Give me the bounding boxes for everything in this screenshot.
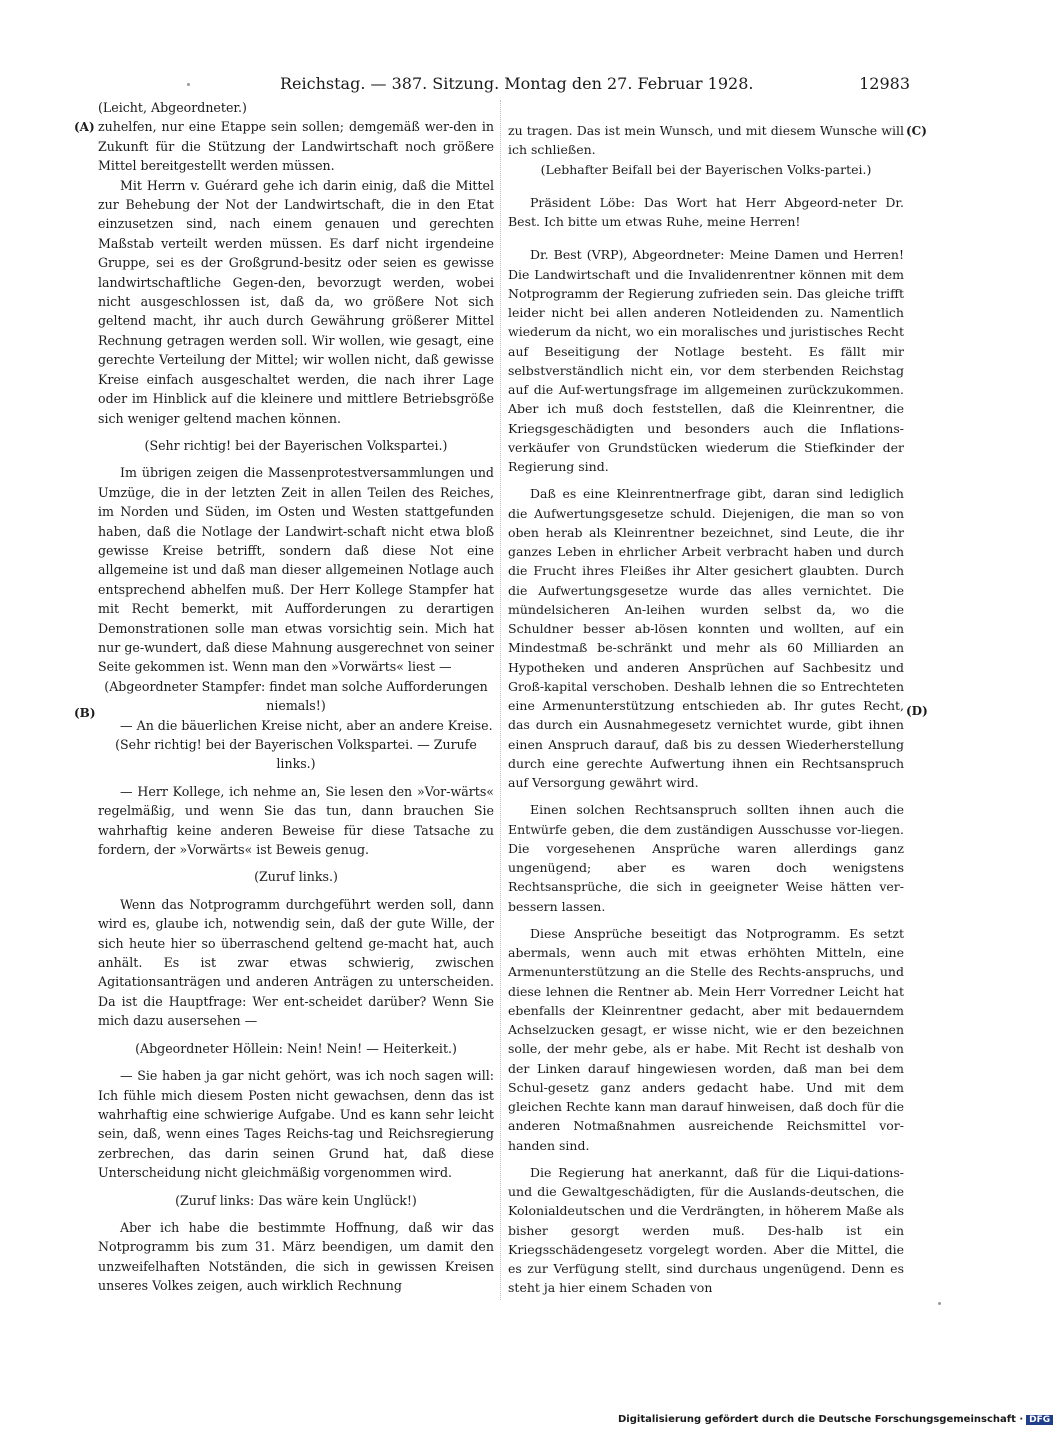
interjection: (Sehr richtig! bei der Bayerischen Volkspartei. — Zurufe links.) [115,737,477,772]
dfg-logo: DFG [1026,1415,1053,1425]
margin-marker-d: (D) [906,704,928,718]
paragraph: Mit Herrn v. Guérard gehe ich darin einig, daß die Mittel zur Behebung der Not der Landwirtschaft, die in den Etat einzusetzen sind, nach einem genauen und gerechten Maßstab verteilt werden müssen. Es darf nicht irgendeine Gruppe, sei es der Großgrund-besitz oder seien es gewisse landwirtschaftliche Gegen-den, bevorzugt werden, wobei nicht ausgeschlossen ist, daß da, wo größere Not sich geltend macht, ihr auch durch Gewährung größerer Mittel Rechnung getragen werden soll. Wir wollen, wie gesagt, eine gerechte Verteilung der Mittel; wir wollen nicht, daß gewisse Kreise einfach ausgeschaltet werden, die nach ihrer Lage oder im Hinblick auf die kleinere und mittlere Betriebsgröße sich weniger geltend machen können. [98,177,494,426]
paragraph: — An die bäuerlichen Kreise nicht, aber an andere Kreise. [120,717,493,733]
left-column [98,98,494,1296]
paragraph: Präsident Löbe: Das Wort hat Herr Abgeord-neter Dr. Best. Ich bitte um etwas Ruhe, meine Herren! [508,194,904,229]
paragraph: Aber ich habe die bestimmte Hoffnung, daß wir das Notprogramm bis zum 31. März beendigen, um damit den unzweifelhaften Notständen, die sich in gewissen Kreisen unseres Volkes zeigen, auch wirklich Rechnung [98,1219,494,1294]
paragraph: — Herr Kollege, ich nehme an, Sie lesen den »Vor-wärts« regelmäßig, und wenn Sie das tun, dann brauchen Sie wahrhaftig keine anderen Beweise für diese Tatsache zu fordern, der »Vorwärts« ist Beweis genug. [98,783,494,858]
interjection: (Abgeordneter Stampfer: findet man solche Aufforderungen niemals!) [104,678,488,714]
running-header [100,74,910,98]
interjection: (Lebhafter Beifall bei der Bayerischen Volks-partei.) [540,161,872,177]
paragraph: Daß es eine Kleinrentnerfrage gibt, daran sind lediglich die Aufwertungsgesetze schuld. Diejenigen, die man so von oben herab als Kleinrentner bezeichnet, sind Leute, die ihr ganzes Leben in ehrlicher Arbeit verbracht haben und durch die Frucht ihres Fleißes ihr Alter gesichert glaubten. Durch die Aufwertungsgesetze wurde das alles vernichtet. Die mündelsicheren An-leihen wurden selbst da, wo die Schuldner besser ab-lösen konnten und wollten, auf ein Mindestmaß be-schränkt und mehr als 60 Milliarden an Hypotheken und anderen Ansprüchen auf Sachbesitz und Groß-kapital verschoben. Deshalb lehnen die so Entrechteten eine Armenunterstützung entschieden ab. Ihr gutes Recht, das durch ein Ausnahmegesetz vernichtet wurde, gibt ihnen einen Anspruch darauf, daß bis zu dessen Wiederherstellung durch eine gerechte Aufwertung ihnen ein Rechtsanspruch auf Versorgung gewährt wird. [508,486,904,790]
paragraph: — Sie haben ja gar nicht gehört, was ich noch sagen will: Ich fühle mich diesem Posten nicht gewachsen, denn das ist wahrhaftig eine schwierige Aufgabe. Und es kann sehr leicht sein, daß, wenn eines Tages Reichs-tag und Reichsregierung zerbrechen, das darin seinen Grund hat, daß diese Unterscheidung nicht gleichmäßig vorgenommen wird. [98,1068,494,1181]
paragraph: Dr. Best (VRP), Abgeordneter: Meine Damen und Herren! Die Landwirtschaft und die Invalidenrentner können mit dem Notprogramm der Regierung zufrieden sein. Das gleiche trifft leider nicht bei allen anderen Notleidenden zu. Namentlich wiederum da nicht, wo ein moralisches und juristisches Recht auf Beseitigung der Notlage besteht. Es fällt mir selbstverständlich nicht ein, vor dem sterbenden Reichstag auf die Auf-wertungsfrage im allgemeinen zurückzukommen. Aber ich muß doch feststellen, daß die Kleinrentner, die Kriegsgeschädigten und besonders auch die Inflations-verkäufer von Grundstücken wiederum die Stiefkinder der Regierung sind. [508,247,904,474]
column-divider [500,100,501,1300]
paragraph: Die Regierung hat anerkannt, daß für die Liqui-dations- und die Gewaltgeschädigten, für die Auslands-deutschen, die Kolonialdeutschen und die Verdrängten, in höherem Maße als bisher gesorgt werden muß. Des-halb ist ein Kriegsschädengesetz vorgelegt worden. Aber die Mittel, die es zur Verfügung stellt, sind durchaus ungenügend. Denn es steht ja hier einem Schaden von [508,1164,904,1296]
margin-marker-c: (C) [906,124,927,138]
paragraph: zuhelfen, nur eine Etappe sein sollen; demgemäß wer-den in Zukunft für die Stützung der Landwirtschaft noch größere Mittel bereitgestellt werden müssen. [98,119,494,174]
paragraph: Im übrigen zeigen die Massenprotestversammlungen und Umzüge, die in der letzten Zeit in allen Teilen des Reiches, im Norden und Süden, im Osten und Westen stattgefunden haben, daß die Notlage der Landwirt-schaft nicht etwa bloß gewisse Kreise betrifft, sondern daß diese Not eine allgemeine ist und daß man dieser allgemeinen Notlage auch entsprechend abhelfen muß. Der Herr Kollege Stampfer hat mit Recht bemerkt, mit Aufforderungen zu derartigen Demonstrationen solle man etwas vorsichtig sein. Mich hat nur ge-wundert, daß diese Mahnung ausgerechnet von seiner Seite gekommen ist. Wenn man den »Vorwärts« liest — [98,465,494,675]
paragraph: zu tragen. Das ist mein Wunsch, und mit diesem Wunsche will ich schließen. [508,123,904,158]
margin-marker-a: (A) [74,120,95,134]
page-number: 12983 [859,74,910,93]
speaker-line: (Leicht, Abgeordneter.) [98,100,247,115]
interjection: (Abgeordneter Höllein: Nein! Nein! — Heiterkeit.) [135,1040,457,1056]
credit-text: Digitalisierung gefördert durch die Deutsche Forschungsgemeinschaft · [618,1414,1024,1425]
right-column [508,121,904,1298]
paragraph: Diese Ansprüche beseitigt das Notprogramm. Es setzt abermals, wenn auch mit etwas erhöhten Mitteln, eine Armenunterstützung an die Stelle des Rechts-anspruchs, und diese lehnen die Rentner ab. Mein Herr Vorredner Leicht hat ebenfalls der Kleinrentner gedacht, aber mit bedauerndem Achselzucken gesagt, er wisse nicht, wie er den bezeichnen solle, der mehr gebe, als er habe. Mit Recht ist deshalb von der Linken darauf hingewiesen worden, daß man bei dem Schul-gesetz ganz anders gedacht habe. Und mit dem gleichen Rechte kann man darauf hinweisen, daß doch für die anderen Notmaßnahmen ausreichende Reichsmittel vor-handen sind. [508,925,904,1153]
paragraph: Wenn das Notprogramm durchgeführt werden soll, dann wird es, glaube ich, notwendig sein, daß der gute Wille, der sich heute hier so überraschend geltend ge-macht hat, auch anhält. Es ist zwar etwas schwierig, zwischen Agitationsanträgen und anderen Anträgen zu unterscheiden. Da ist die Hauptfrage: Wer ent-scheidet darüber? Wenn Sie mich dazu ausersehen — [98,896,494,1029]
margin-marker-b: (B) [74,706,96,720]
interjection: (Zuruf links.) [254,869,338,885]
digitization-credit [618,1414,1051,1425]
header-title: Reichstag. — 387. Sitzung. Montag den 27. Februar 1928. [280,74,754,93]
interjection: (Zuruf links: Das wäre kein Unglück!) [175,1192,417,1208]
page-mark-dot [938,1302,941,1305]
paragraph: Einen solchen Rechtsanspruch sollten ihnen auch die Entwürfe geben, die dem zuständigen Ausschusse vor-liegen. Die vorgesehenen Ansprüche waren allerdings ganz ungenügend; aber es waren doch wenigstens Rechtsansprüche, die sich in geeigneter Weise hätten ver-bessern lassen. [508,802,904,914]
interjection: (Sehr richtig! bei der Bayerischen Volkspartei.) [144,437,448,453]
